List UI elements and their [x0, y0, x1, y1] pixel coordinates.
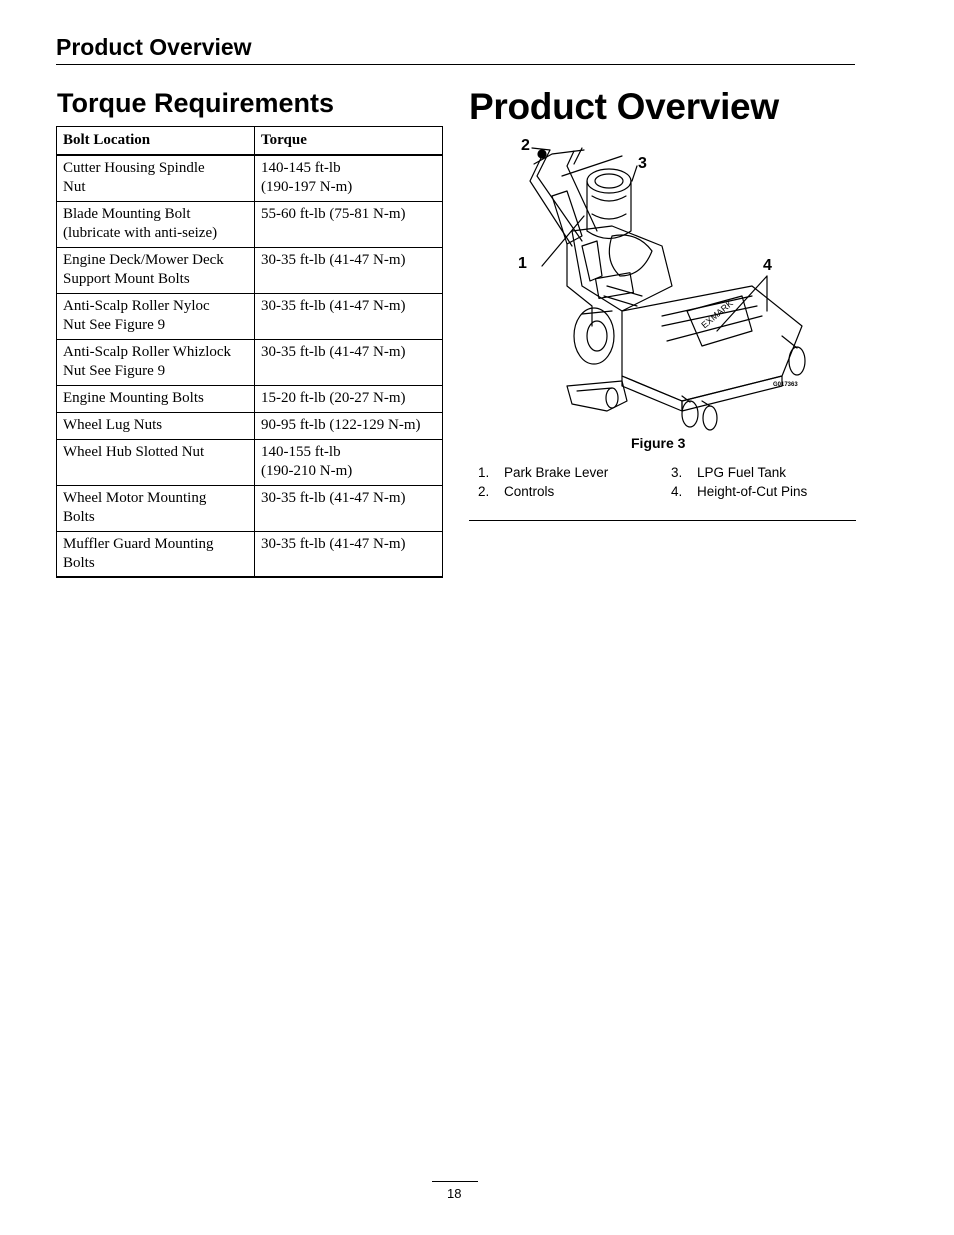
column-header-torque: Torque — [255, 127, 443, 156]
product-overview-heading: Product Overview — [469, 86, 779, 127]
bolt-location-cell — [57, 201, 255, 247]
torque-cell — [255, 247, 443, 293]
header-divider — [56, 64, 855, 65]
torque-cell — [255, 412, 443, 439]
cell-line: Cutter Housing Spindle — [63, 160, 205, 176]
table-row — [57, 439, 443, 485]
bolt-location-cell — [57, 439, 255, 485]
bolt-location-cell — [57, 155, 255, 201]
cell-line: (190-210 N-m) — [261, 462, 353, 479]
cell-line: Anti-Scalp Roller Nyloc — [63, 297, 210, 314]
cell-line: Wheel Hub Slotted Nut — [63, 443, 205, 460]
legend-label: Controls — [504, 484, 555, 499]
table-row — [57, 293, 443, 339]
cell-line: Wheel Lug Nuts — [63, 416, 163, 433]
cell-line: Bolts — [63, 508, 95, 525]
svg-text:EXMARK: EXMARK — [699, 298, 735, 331]
table-row — [57, 339, 443, 385]
cell-line: Support Mount Bolts — [63, 270, 190, 287]
callout-3: 3 — [638, 155, 647, 172]
cell-line: Blade Mounting Bolt — [63, 205, 191, 222]
table-row — [57, 155, 443, 201]
column-header-bolt-location: Bolt Location — [57, 127, 255, 156]
table-row — [57, 531, 443, 577]
cell-line: 15-20 ft-lb (20-27 N-m) — [261, 389, 406, 406]
bolt-location-cell — [57, 385, 255, 412]
cell-line: Anti-Scalp Roller Whizlock — [63, 343, 232, 360]
cell-line: 30-35 ft-lb (41-47 N-m) — [261, 343, 406, 360]
torque-cell — [255, 339, 443, 385]
cell-line: (lubricate with anti-seize) — [63, 224, 218, 241]
torque-cell — [255, 385, 443, 412]
cell-line: 90-95 ft-lb (122-129 N-m) — [261, 416, 421, 433]
cell-line: Nut — [63, 179, 86, 195]
figure-divider — [469, 520, 856, 521]
table-header-row — [57, 127, 443, 156]
legend-label: Park Brake Lever — [504, 465, 609, 480]
page-number: 18 — [447, 1186, 462, 1201]
cell-line: Wheel Motor Mounting — [63, 489, 207, 506]
legend-item: 4. Height-of-Cut Pins — [671, 484, 808, 499]
cell-line: (190-197 N-m) — [261, 179, 353, 195]
footer-divider — [432, 1181, 478, 1182]
cell-line: 140-155 ft-lb — [261, 443, 341, 460]
cell-line: 55-60 ft-lb (75-81 N-m) — [261, 205, 406, 222]
bolt-location-cell — [57, 339, 255, 385]
cell-line: Muffler Guard Mounting — [63, 535, 214, 552]
figure-caption: Figure 3 — [631, 435, 686, 451]
running-header-title: Product Overview — [56, 34, 252, 60]
torque-table — [56, 126, 443, 578]
torque-cell — [255, 155, 443, 201]
callout-4: 4 — [763, 257, 772, 274]
bolt-location-cell — [57, 485, 255, 531]
callout-1: 1 — [518, 255, 527, 272]
cell-line: Engine Deck/Mower Deck — [63, 251, 224, 268]
table-row — [57, 247, 443, 293]
legend-label: LPG Fuel Tank — [697, 465, 787, 480]
legend-item: 2. Controls — [478, 484, 555, 499]
cell-line: Bolts — [63, 554, 95, 571]
cell-line: 30-35 ft-lb (41-47 N-m) — [261, 297, 406, 314]
cell-line: 30-35 ft-lb (41-47 N-m) — [261, 489, 406, 506]
torque-cell — [255, 439, 443, 485]
legend-label: Height-of-Cut Pins — [697, 484, 808, 499]
legend-column-right — [671, 463, 807, 501]
legend-item: 3. LPG Fuel Tank — [671, 465, 787, 480]
cell-line: 30-35 ft-lb (41-47 N-m) — [261, 251, 406, 268]
mower-illustration — [512, 136, 812, 436]
legend-column-left — [478, 463, 608, 501]
table-row — [57, 385, 443, 412]
table-row — [57, 412, 443, 439]
cell-line: Nut See Figure 9 — [63, 316, 166, 333]
bolt-location-cell — [57, 293, 255, 339]
bolt-location-cell — [57, 531, 255, 577]
cell-line: 30-35 ft-lb (41-47 N-m) — [261, 535, 406, 552]
bolt-location-cell — [57, 247, 255, 293]
torque-cell — [255, 485, 443, 531]
cell-line: Nut See Figure 9 — [63, 362, 166, 379]
torque-cell — [255, 531, 443, 577]
image-code: G017363 — [773, 382, 798, 388]
bolt-location-cell — [57, 412, 255, 439]
table-row — [57, 201, 443, 247]
torque-cell — [255, 201, 443, 247]
cell-line: 140-145 ft-lb — [261, 160, 341, 176]
cell-line: Engine Mounting Bolts — [63, 389, 204, 406]
table-row — [57, 485, 443, 531]
callout-2: 2 — [521, 137, 530, 154]
torque-requirements-heading: Torque Requirements — [57, 88, 335, 118]
torque-cell — [255, 293, 443, 339]
legend-item: 1. Park Brake Lever — [478, 465, 609, 480]
